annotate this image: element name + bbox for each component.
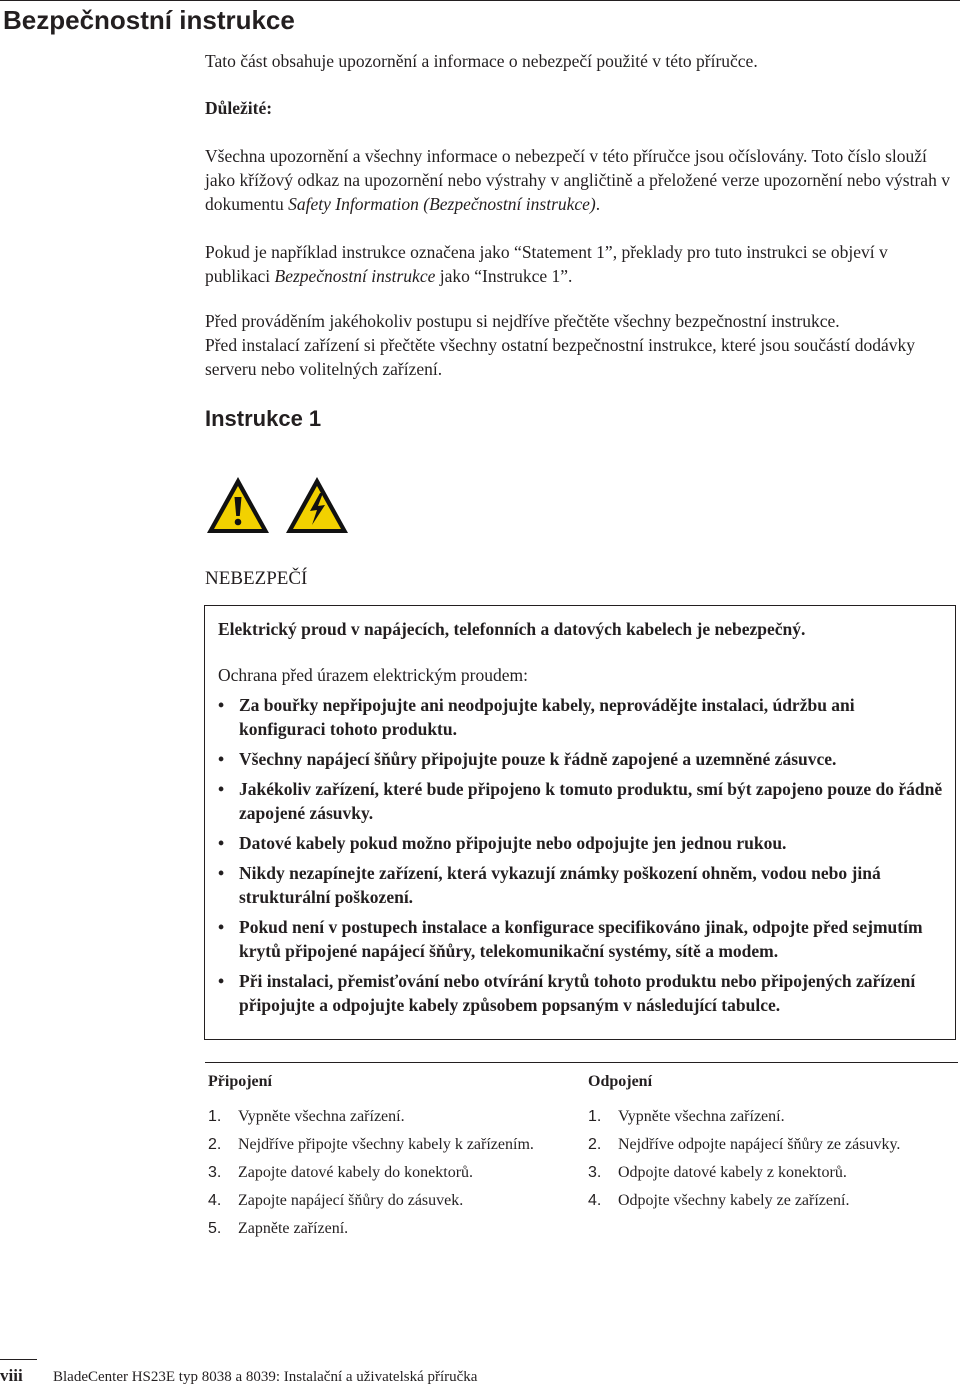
danger-box [204, 605, 956, 1040]
bullet: • [218, 917, 225, 937]
disconnect-column [588, 1070, 900, 1215]
publication-reference: Bezpečnostní instrukce [274, 266, 436, 286]
danger-list-item: • Datové kabely pokud možno připojujte nebo odpojujte jen jednou rukou. [218, 833, 787, 853]
book-title: BladeCenter HS23E typ 8038 a 8039: Instalační a uživatelská příručka [53, 1369, 478, 1385]
danger-list-item: • Všechny napájecí šňůry připojujte pouze k řádně zapojené a uzemněné zásuvce. [218, 749, 837, 769]
table-top-rule [205, 1062, 958, 1063]
numbering-text-end: . [595, 194, 601, 214]
connect-step: 5. Zapněte zařízení. [208, 1220, 349, 1237]
bullet: • [218, 695, 225, 715]
numbering-text: Všechna upozornění a všechny informace o nebezpečí v této příručce jsou očíslovány. Toto číslo slouží jako křížový odkaz na upozornění nebo výstrahy v angličtině a přeložené verze upozornění nebo výstrah v dokumentu [205, 146, 950, 214]
danger-list-item: • Při instalaci, přemisťování nebo otvírání krytů tohoto produktu nebo připojených zařízení připojujte a odpojujte kabely způsobem popsaným v následující tabulce. [218, 971, 916, 1015]
danger-label: NEBEZPEČÍ [205, 568, 308, 589]
bullet: • [218, 971, 225, 991]
connect-step: 1. Vypněte všechna zařízení. [208, 1108, 405, 1125]
disconnect-step: 2. Nejdříve odpojte napájecí šňůry ze zásuvky. [588, 1136, 901, 1153]
connect-step: 4. Zapojte napájecí šňůry do zásuvek. [208, 1192, 464, 1209]
example-text-end: jako “Instrukce 1”. [435, 266, 573, 286]
disconnect-step: 3. Odpojte datové kabely z konektorů. [588, 1164, 847, 1181]
danger-headline: Elektrický proud v napájecích, telefonních a datových kabelech je nebezpečný. [218, 619, 806, 639]
important-label: Důležité: [205, 98, 273, 118]
connect-header: Připojení [208, 1073, 272, 1090]
disconnect-header: Odpojení [588, 1073, 653, 1090]
danger-subheading: Ochrana před úrazem elektrickým proudem: [218, 665, 529, 685]
intro-section [205, 46, 950, 433]
page-title: Bezpečnostní instrukce [3, 5, 295, 35]
disconnect-step: 4. Odpojte všechny kabely ze zařízení. [588, 1192, 850, 1209]
safety-information-reference: Safety Information (Bezpečnostní instrukce) [288, 194, 596, 214]
general-caution-icon [205, 475, 271, 535]
electrical-hazard-icon [284, 475, 350, 535]
footer-rule [0, 1359, 37, 1360]
connect-column [208, 1070, 534, 1243]
example-text: Pokud je například instrukce označena jako “Statement 1”, překlady pro tuto instrukci se objeví v publikaci [205, 242, 888, 286]
read-instructions-paragraph: Před prováděním jakéhokoliv postupu si nejdříve přečtěte všechny bezpečnostní instrukce. [205, 311, 840, 331]
bullet: • [218, 863, 225, 883]
danger-list-item: • Za bouřky nepřipojujte ani neodpojujte kabely, neprovádějte instalaci, údržbu ani konfiguraci tohoto produktu. [218, 695, 855, 739]
connect-step: 2. Nejdříve připojte všechny kabely k zařízením. [208, 1136, 534, 1153]
example-paragraph [205, 240, 950, 288]
danger-list-item: • Nikdy nezapínejte zařízení, která vykazují známky poškození ohněm, vodou nebo jiná strukturální poškození. [218, 863, 881, 907]
danger-list-item: • Pokud není v postupech instalace a konfigurace specifikováno jinak, odpojte před sejmutím krytů připojené napájecí šňůry, telekomunikační systémy, sítě a modem. [218, 917, 923, 961]
bullet: • [218, 833, 225, 853]
disconnect-steps [588, 1103, 900, 1215]
top-rule [0, 0, 960, 1]
danger-list [218, 693, 943, 1017]
before-install-paragraph: Před instalací zařízení si přečtěte všechny ostatní bezpečnostní instrukce, které jsou součástí dodávky serveru nebo volitelných zařízení. [205, 335, 915, 379]
disconnect-step: 1. Vypněte všechna zařízení. [588, 1108, 785, 1125]
numbering-paragraph [205, 144, 950, 216]
danger-list-item: • Jakékoliv zařízení, které bude připojeno k tomuto produktu, smí být zapojeno pouze do řádně zapojené zásuvky. [218, 779, 943, 823]
connect-steps [208, 1103, 534, 1243]
connect-step: 3. Zapojte datové kabely do konektorů. [208, 1164, 474, 1181]
hazard-icons [205, 475, 359, 535]
page-number: viii [0, 1366, 23, 1385]
bullet: • [218, 749, 225, 769]
bullet: • [218, 779, 225, 799]
statement-title: Instrukce 1 [205, 406, 322, 431]
intro-paragraph: Tato část obsahuje upozornění a informace o nebezpečí použité v této příručce. [205, 51, 758, 71]
